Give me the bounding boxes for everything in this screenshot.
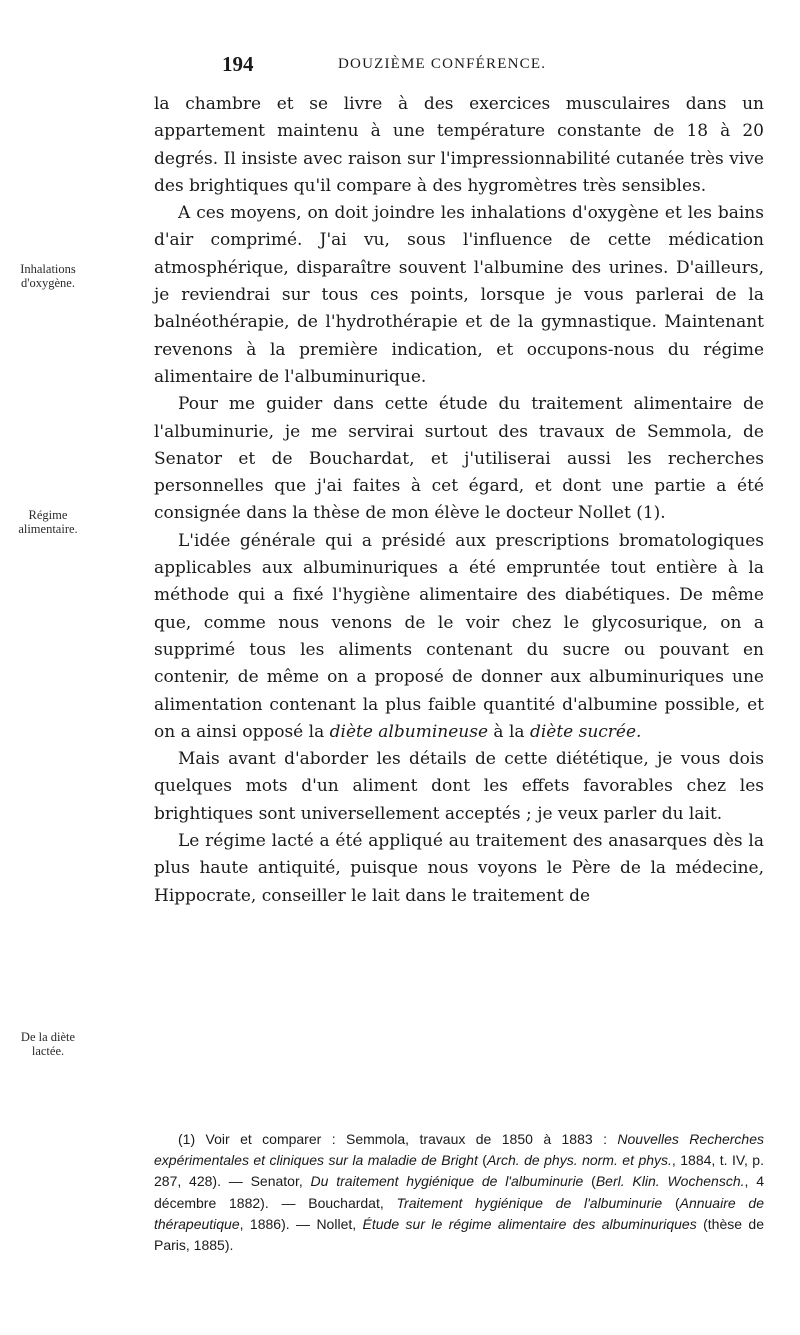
margin-note-line: lactée.: [31, 1044, 65, 1058]
citation-journal: Arch. de phys. norm. et phys.: [486, 1152, 672, 1169]
text-run: (: [662, 1194, 680, 1211]
citation-journal: Berl. Klin. Wochensch.: [595, 1173, 745, 1190]
footnote: [154, 1129, 764, 1256]
margin-note-line: Régime: [28, 508, 68, 522]
margin-note-oxygen-inhalations: [8, 262, 88, 290]
paragraph-milk-diet: Le régime lacté a été appliqué au traitement des anasarques dès la plus haute antiquité, puisque nous voyons le Père de la médecine, Hippocrate, conseiller le lait dans le traitement de: [154, 831, 764, 906]
text-run: , 4 décembre 1882). — Bouchardat,: [154, 1173, 764, 1211]
text-run: , 1886). — Nollet,: [239, 1215, 363, 1232]
citation-journal: Annuaire de thérapeutique: [154, 1194, 764, 1232]
emphasis-term: diète sucrée.: [529, 721, 642, 742]
text-run: , 1884, t. IV, p. 287, 428). — Senator,: [154, 1152, 764, 1190]
margin-note-line: De la diète: [20, 1030, 76, 1044]
citation-title: Nouvelles Recherches expérimentales et cliniques sur la maladie de Bright: [154, 1131, 765, 1169]
running-head: DOUZIÈME CONFÉRENCE.: [338, 56, 547, 72]
margin-note-milk-diet: [8, 1030, 88, 1058]
citation-title: Étude sur le régime alimentaire des albuminuriques: [362, 1215, 697, 1232]
text-run: L'idée générale qui a présidé aux prescriptions bromatologiques applicables aux albuminuriques a été empruntée tout entière à la méthode qui a fixé l'hygiène alimentaire des diabétiques. De même que, comme nous venons de le voir chez le glycosurique, on a supprimé tous les aliments contenant du sucre ou pouvant en contenir, de même on a proposé de donner aux albuminuriques une alimentation contenant la plus faible quantité d'albumine possible, et on a ainsi opposé la: [154, 530, 764, 742]
margin-note-line: Inhalations: [20, 262, 76, 276]
text-run: à la: [488, 721, 530, 742]
text-run: (: [583, 1173, 596, 1190]
body-text: [154, 91, 764, 910]
paragraph-milk-intro: Mais avant d'aborder les détails de cette diététique, je vous dois quelques mots d'un aliment dont les effets favorables chez les brightiques sont universellement acceptés ; je veux parler du lait.: [154, 749, 764, 824]
citation-title: Du traitement hygiénique de l'albuminurie: [310, 1173, 584, 1190]
text-run: (thèse de Paris, 1885).: [154, 1215, 764, 1254]
text-run: (: [477, 1152, 487, 1169]
margin-note-line: alimentaire.: [18, 522, 78, 536]
paragraph-oxygen: A ces moyens, on doit joindre les inhalations d'oxygène et les bains d'air comprimé. J'ai vu, sous l'influence de cette médication atmosphérique, disparaître souvent l'albumine des urines. D'ailleurs, je reviendrai sur tous ces points, lorsque je vous parlerai de la balnéothérapie, de l'hydrothérapie et de la gymnastique. Maintenant revenons à la première indication, et occupons-nous du régime alimentaire de l'albuminurique.: [154, 203, 764, 387]
margin-note-line: d'oxygène.: [21, 276, 75, 290]
page-number: 194: [222, 52, 254, 76]
page-header: [222, 52, 762, 82]
paragraph-continuation: la chambre et se livre à des exercices musculaires dans un appartement maintenu à une température constante de 18 à 20 degrés. Il insiste avec raison sur l'impressionnabilité cutanée très vive des brightiques qu'il compare à des hygromètres très sensibles.: [154, 94, 764, 196]
margin-note-diet: [8, 508, 88, 536]
emphasis-term: diète albumineuse: [329, 721, 489, 742]
citation-title: Traitement hygiénique de l'albuminurie: [396, 1194, 663, 1211]
text-run: (1) Voir et comparer : Semmola, travaux de 1850 à 1883 :: [178, 1131, 618, 1147]
paragraph-diet-study: Pour me guider dans cette étude du traitement alimentaire de l'albuminurie, je me servirai surtout des travaux de Semmola, de Senator et de Bouchardat, et j'utiliserai aussi les recherches personnelles que j'ai faites à cet égard, et dont une partie a été consignée dans la thèse de mon élève le docteur Nollet (1).: [154, 394, 764, 524]
paragraph-general-idea: [154, 528, 764, 746]
